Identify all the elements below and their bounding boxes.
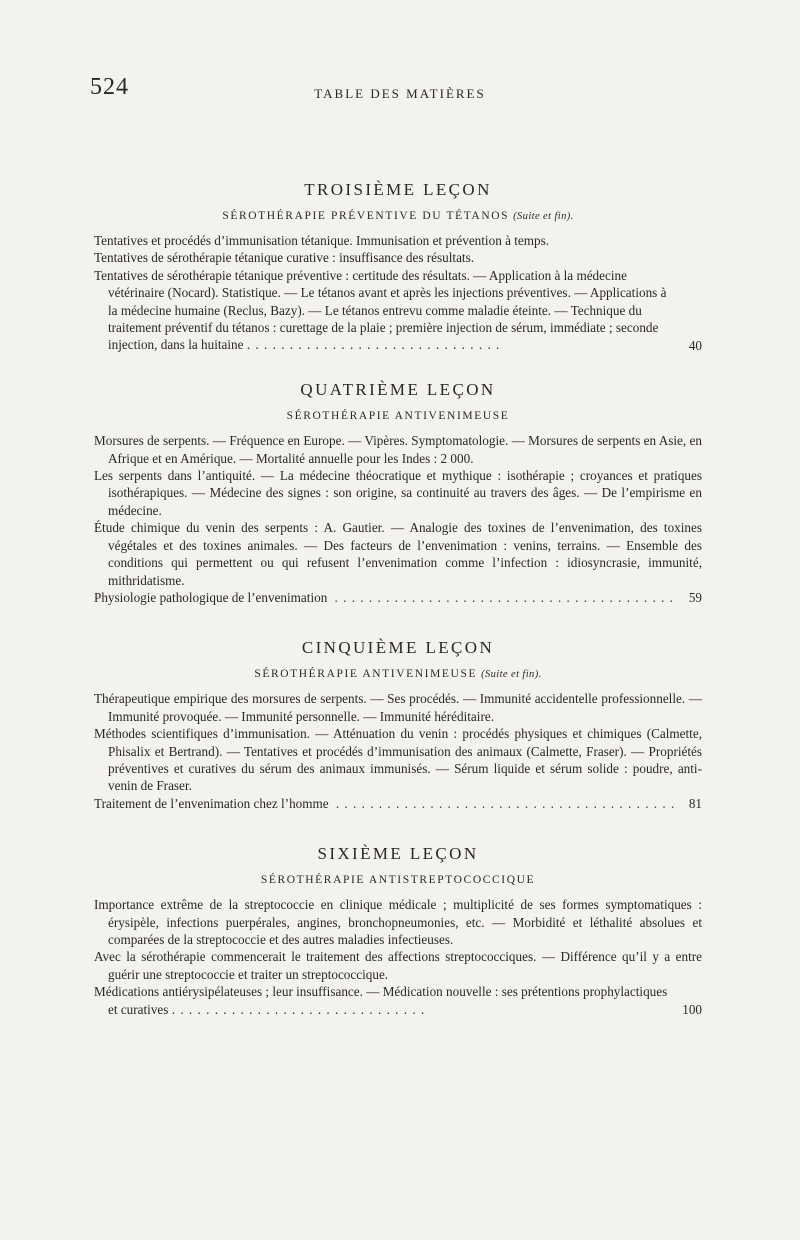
toc-paragraph: Physiologie pathologique de l’envenimation — [94, 589, 328, 605]
page-ref: 59 — [688, 589, 702, 605]
lesson-subtitle-note: (Suite et fin). — [513, 211, 574, 222]
lesson-subtitle — [94, 410, 702, 422]
toc-paragraph: Méthodes scientifiques d’immunisation. — Atténuation du venin : procédés physiques et chimiques (Calmette, Phisalix et Bertrand). — Tentatives et procédés d’immunisation des animaux (Calmette, Fraser). — Propriétés préventives et curatives du sérum des animaux immunisés. — Sérum liquide et sérum solide : poudre, anti-venin de Fraser. — [94, 726, 702, 794]
toc-paragraph: Les serpents dans l’antiquité. — La médecine théocratique et mythique : isothérapie ; croyances et pratiques isothérapiques. — Médecine des signes : son origine, sa continuité au travers des âges. — De l’empirisme en médecine. — [94, 468, 702, 518]
lesson-title: TROISIÈME LEÇON — [304, 180, 492, 199]
toc-paragraph: Tentatives de sérothérapie tétanique préventive : certitude des résultats. — Application à la médecine vétérinaire (Nocard). Statistique. — Le tétanos avant et après les injections préventives. — Applications à la médecine humaine (Reclus, Bazy). — Le tétanos entrevu comme maladie éteinte. — Technique du traitement préventif du tétanos : curettage de la plaie ; première injection de sérum, immédiate ; seconde injection, dans la huitaine — [94, 267, 667, 353]
page-ref: 81 — [688, 795, 702, 811]
toc-paragraph: Thérapeutique empirique des morsures de serpents. — Ses procédés. — Immunité accidentelle professionnelle. — Immunité provoquée. — Immunité personnelle. — Immunité héréditaire. — [94, 691, 702, 724]
toc-paragraph: Morsures de serpents. — Fréquence en Europe. — Vipères. Symptomatologie. — Morsures de serpents en Asie, en Afrique et en Amérique. — Mortalité annuelle pour les Indes : 2 000. — [94, 433, 702, 466]
lesson-title: CINQUIÈME LEÇON — [301, 638, 495, 658]
lesson-subtitle-text: SÉROTHÉRAPIE ANTISTREPTOCOCCIQUE — [260, 874, 536, 887]
dot-leader: . . . . . . . . . . . . . . . . . . . . . . . . . . . . . . — [246, 337, 501, 353]
toc-paragraph: Avec la sérothérapie commencerait le traitement des affections streptococciques. — Différence qu’il y a entre guérir une streptococcie et traiter un streptococcique. — [94, 949, 702, 982]
lesson-5 — [94, 638, 702, 812]
lesson-subtitle — [94, 210, 702, 222]
toc-entry-last — [94, 795, 702, 812]
lesson-subtitle-note: (Suite et fin). — [481, 669, 542, 681]
lesson-title: SIXIÈME LEÇON — [317, 844, 479, 864]
toc-paragraph: Étude chimique du venin des serpents : A. Gautier. — Analogie des toxines de l’envenimation, des toxines végétales et des toxines animales. — Des facteurs de l’envenimation : venins, terrains. — Ensemble des conditions qui permettent ou qui refusent l’envenimation comme l’infection : idiosyncrasie, immunité, mithridatisme. — [94, 520, 702, 588]
toc-paragraph: Tentatives et procédés d’immunisation tétanique. Immunisation et prévention à temps. — [94, 233, 550, 248]
lesson-subtitle-text: SÉROTHÉRAPIE ANTIVENIMEUSE — [254, 668, 478, 681]
toc-paragraph: Traitement de l’envenimation chez l’homme — [94, 795, 329, 811]
toc-entry-last — [94, 589, 702, 606]
toc-paragraph: Tentatives de sérothérapie tétanique curative : insuffisance des résultats. — [94, 250, 475, 266]
dot-leader — [331, 589, 676, 606]
table-of-contents — [94, 180, 702, 1018]
toc-paragraph: Importance extrême de la streptococcie en clinique médicale ; multiplicité de ses formes symptomatiques : érysipèle, infections puerpérales, angines, bronchopneumonies, etc. — Morbidité et léthalité absolues et comparées de la streptococcie et des autres maladies infectieuses. — [94, 897, 702, 947]
lesson-subtitle-text: SÉROTHÉRAPIE PRÉVENTIVE DU TÉTANOS — [222, 210, 510, 222]
toc-paragraph: Médications antiérysipélateuses ; leur insuffisance. — Médication nouvelle : ses prétentions prophylactiques et curatives — [94, 984, 668, 1017]
page-number: 524 — [90, 74, 129, 100]
running-title: TABLE DES MATIÈRES — [314, 86, 486, 101]
running-head — [90, 74, 710, 112]
dot-leader — [333, 795, 676, 812]
lesson-4 — [94, 380, 702, 606]
lesson-subtitle — [94, 668, 702, 680]
dot-leader: . . . . . . . . . . . . . . . . . . . . . . . . . . . . . . — [171, 1001, 426, 1017]
lesson-3 — [94, 180, 702, 354]
lesson-subtitle — [94, 874, 702, 886]
lesson-subtitle-text: SÉROTHÉRAPIE ANTIVENIMEUSE — [286, 410, 510, 423]
page-ref: 40 — [688, 337, 702, 353]
page-ref: 100 — [682, 1002, 702, 1017]
lesson-title: QUATRIÈME LEÇON — [300, 380, 496, 400]
lesson-6 — [94, 844, 702, 1018]
